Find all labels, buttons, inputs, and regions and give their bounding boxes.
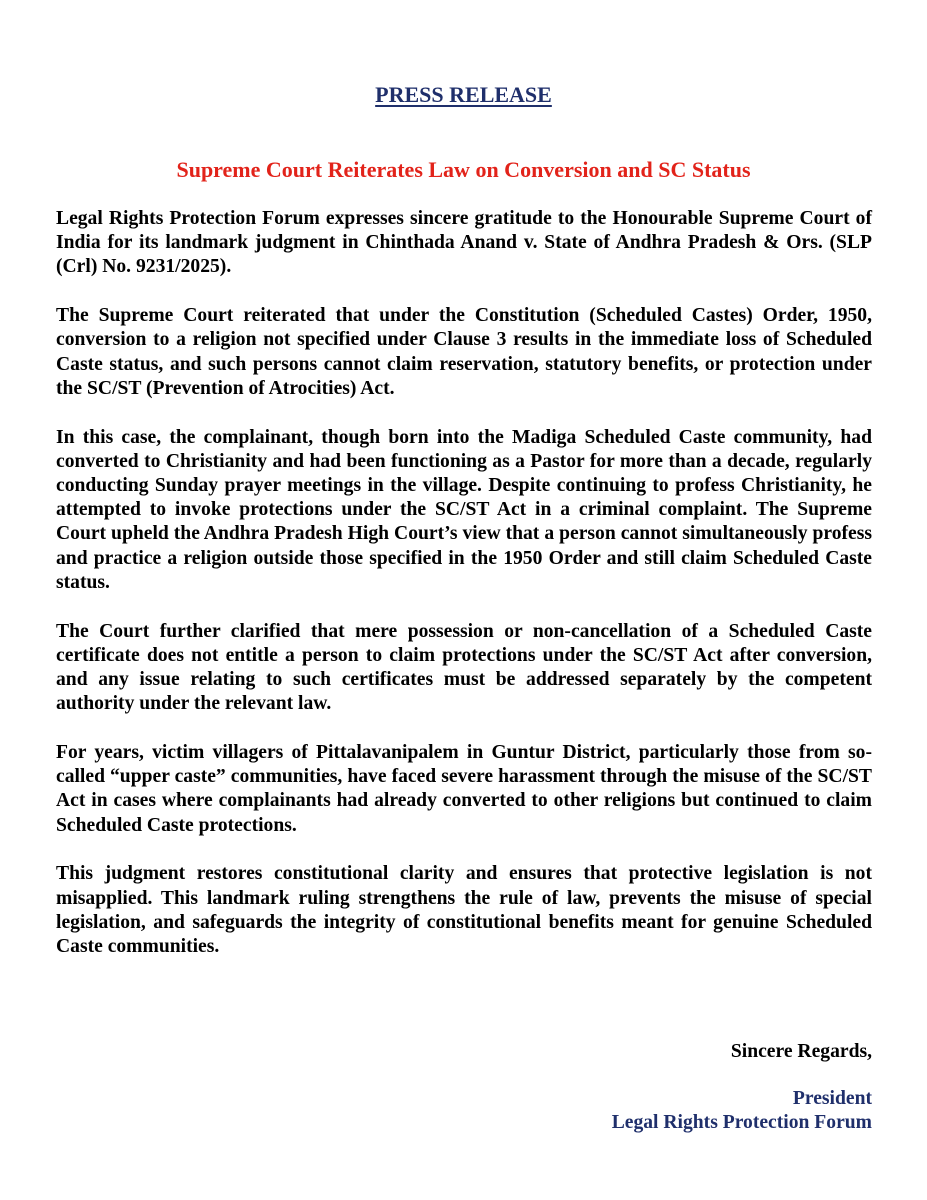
paragraph-case-facts: In this case, the complainant, though born into the Madiga Scheduled Caste community, had converted to Christianity and had been functioning as a Pastor for more than a decade, regularly conducting Sunday prayer meetings in the village. Despite continuing to profess Christianity, he attempted to invoke protections under the SC/ST Act in a criminal complaint. The Supreme Court upheld the Andhra Pradesh High Court’s view that a person cannot simultaneously profess and practice a religion outside those specified in the 1950 Order and still claim Scheduled Caste status. [56,426,872,593]
signatory-title: President [792,1088,872,1109]
press-release-body [56,207,872,984]
paragraph-certificate-clarification: The Court further clarified that mere possession or non-cancellation of a Scheduled Caste certificate does not entitle a person to claim protections under the SC/ST Act after conversion, and any issue relating to such certificates must be addressed separately by the competent authority under the relevant law. [56,620,872,715]
paragraph-gratitude: Legal Rights Protection Forum expresses sincere gratitude to the Honourable Supreme Court of India for its landmark judgment in Chinthada Anand v. State of Andhra Pradesh & Ors. (SLP (Crl) No. 9231/2025). [56,208,872,278]
paragraph-ruling: The Supreme Court reiterated that under the Constitution (Scheduled Castes) Order, 1950, conversion to a religion not specified under Clause 3 results in the immediate loss of Scheduled Caste status, and such persons cannot claim reservation, statutory benefits, or protection under the SC/ST (Prevention of Atrocities) Act. [56,305,872,399]
closing-regards: Sincere Regards, [730,1041,872,1062]
press-release-title: PRESS RELEASE [375,82,552,107]
headline: Supreme Court Reiterates Law on Conversion and SC Status [176,157,751,182]
paragraph-conclusion: This judgment restores constitutional clarity and ensures that protective legislation is not misapplied. This landmark ruling strengthens the rule of law, prevents the misuse of special legislation, and safeguards the integrity of constitutional benefits meant for genuine Scheduled Caste communities. [56,863,872,958]
paragraph-villagers: For years, victim villagers of Pittalavanipalem in Guntur District, particularly those from so-called “upper caste” communities, have faced severe harassment through the misuse of the SC/ST Act in cases where complainants had already converted to other religions but continued to claim Scheduled Caste protections. [56,742,872,836]
signatory-organization: Legal Rights Protection Forum [611,1112,872,1133]
